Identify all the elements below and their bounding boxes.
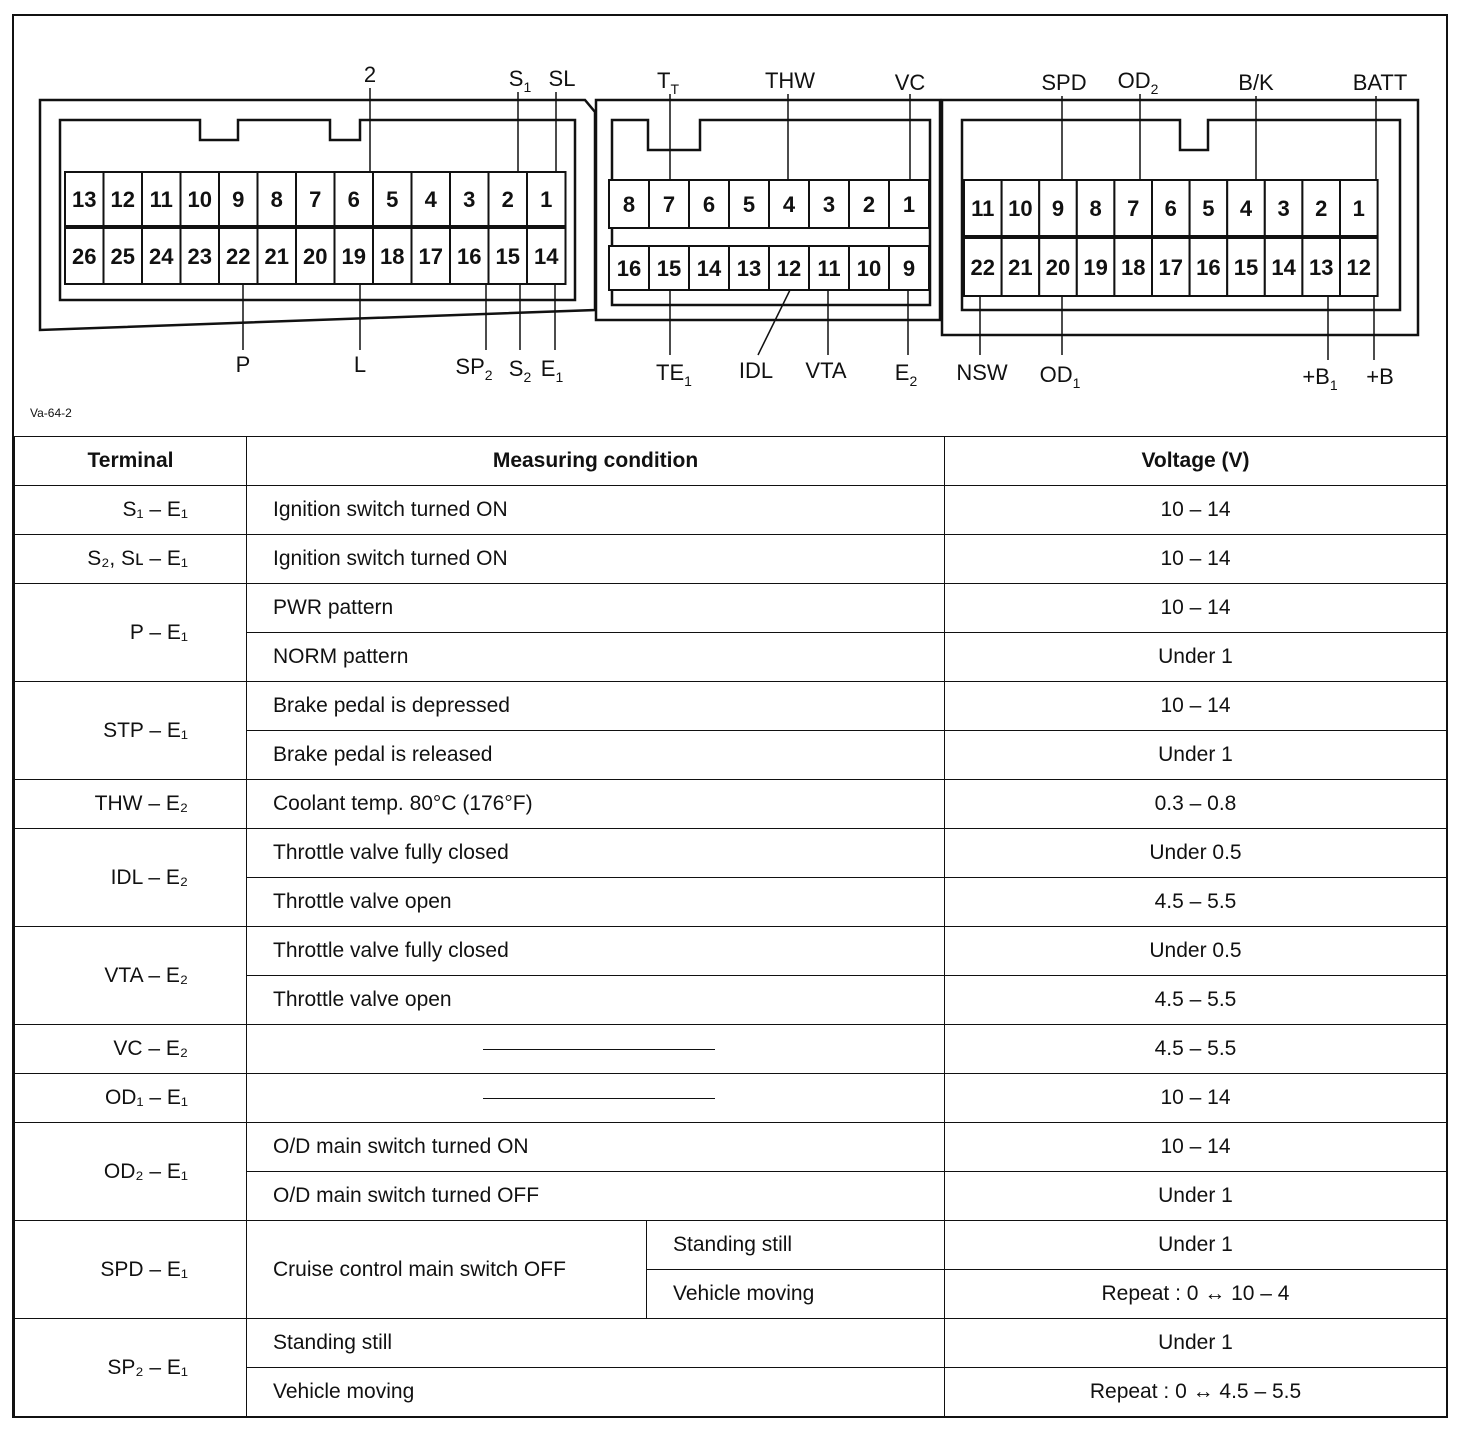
terminal-cell: S₁ – E₁: [15, 486, 247, 535]
table-row: [15, 780, 1447, 829]
voltage-cell: Under 0.5: [945, 927, 1447, 976]
terminal-cell: THW – E₂: [15, 780, 247, 829]
pin-a-number: 12: [110, 187, 135, 212]
lead-line: [758, 290, 790, 355]
terminal-cell: OD₂ – E₁: [15, 1123, 247, 1221]
pin-c-number: 15: [1233, 255, 1259, 280]
terminal-cell: P – E₁: [15, 584, 247, 682]
pin-a-number: 6: [347, 187, 360, 212]
condition-main-cell: Cruise control main switch OFF: [247, 1221, 647, 1319]
pin-a-number: 7: [309, 187, 322, 212]
pin-b-number: 16: [616, 256, 642, 281]
voltage-cell: 10 – 14: [945, 535, 1447, 584]
table-row: [15, 1025, 1447, 1074]
terminal-cell: STP – E₁: [15, 682, 247, 780]
condition-cell: Coolant temp. 80°C (176°F): [247, 780, 945, 829]
condition-cell-blank: [247, 1074, 945, 1123]
pin-a-number: 24: [149, 244, 174, 269]
voltage-cell: 10 – 14: [945, 682, 1447, 731]
voltage-cell: Under 1: [945, 633, 1447, 682]
dash-rule: [483, 1049, 715, 1050]
pin-a-number: 15: [495, 244, 520, 269]
pin-a-number: 19: [341, 244, 366, 269]
ecu-connector-diagram: [0, 0, 1472, 430]
label-two: 2: [363, 62, 377, 87]
label-vc: VC: [894, 70, 926, 95]
voltage-cell: Under 1: [945, 1319, 1447, 1368]
terminal-cell: S₂, Sʟ – E₁: [15, 535, 247, 584]
pin-a-number: 21: [264, 244, 289, 269]
voltage-cell: Under 1: [945, 731, 1447, 780]
label-p: P: [235, 352, 251, 377]
table-row: [15, 927, 1447, 976]
table-row: [15, 829, 1447, 878]
pin-a-number: 5: [386, 187, 399, 212]
condition-cell: Vehicle moving: [647, 1270, 945, 1319]
condition-cell: Throttle valve open: [247, 976, 945, 1025]
pin-b-number: 8: [622, 192, 636, 217]
condition-cell-blank: [247, 1025, 945, 1074]
condition-cell: Standing still: [647, 1221, 945, 1270]
condition-cell: Throttle valve fully closed: [247, 829, 945, 878]
voltage-table: [14, 436, 1447, 1417]
voltage-cell: Under 0.5: [945, 829, 1447, 878]
condition-cell: Throttle valve fully closed: [247, 927, 945, 976]
label-od2: $OD_2$: [1117, 68, 1159, 97]
pin-c-number: 4: [1239, 196, 1253, 221]
pin-b-number: 1: [902, 192, 916, 217]
terminal-cell: VC – E₂: [15, 1025, 247, 1074]
voltage-cell: 0.3 – 0.8: [945, 780, 1447, 829]
pin-c-number: 5: [1202, 196, 1215, 221]
pin-a-number: 8: [270, 187, 283, 212]
pin-a-number: 25: [110, 244, 135, 269]
label-l: L: [353, 352, 367, 377]
pin-c-number: 7: [1127, 196, 1140, 221]
pin-a-number: 23: [187, 244, 212, 269]
pin-b-number: 11: [817, 256, 841, 281]
label-te1: $TE_1$: [656, 360, 692, 389]
table-row: [15, 682, 1447, 731]
terminal-cell: SPD – E₁: [15, 1221, 247, 1319]
pin-c-number: 6: [1164, 196, 1177, 221]
pin-b-number: 12: [776, 256, 802, 281]
pin-a-number: 13: [72, 187, 97, 212]
pin-c-number: 17: [1158, 255, 1184, 280]
table-row: [15, 486, 1447, 535]
pin-a-number: 22: [226, 244, 251, 269]
label-e1: $E_1$: [540, 356, 564, 385]
pin-c-number: 22: [970, 255, 996, 280]
label-vta: VTA: [805, 358, 847, 383]
label-e2: $E_2$: [894, 360, 918, 389]
table-row: [15, 1123, 1447, 1172]
voltage-cell: Repeat : 0 ↔ 10 – 4: [945, 1270, 1447, 1319]
pin-b-number: 5: [742, 192, 756, 217]
pin-c-number: 2: [1315, 196, 1328, 221]
pin-b-number: 13: [736, 256, 762, 281]
voltage-cell: Repeat : 0 ↔ 4.5 – 5.5: [945, 1368, 1447, 1417]
label-od1: $OD_1$: [1039, 362, 1081, 391]
pin-a-number: 26: [72, 244, 97, 269]
label-s2: $S_2$: [508, 356, 532, 385]
label-b: +B: [1366, 364, 1394, 389]
pin-c-number: 13: [1308, 255, 1334, 280]
pin-a-number: 18: [380, 244, 405, 269]
label-batt: BATT: [1352, 70, 1408, 95]
label-s1: $S_1$: [508, 66, 532, 95]
figure-ref: Va-64-2: [30, 406, 72, 420]
pin-c-number: 10: [1008, 196, 1033, 221]
label-thw: THW: [764, 68, 816, 93]
voltage-cell: 10 – 14: [945, 584, 1447, 633]
pin-b-number: 3: [822, 192, 836, 217]
pin-b-number: 9: [902, 256, 916, 281]
pin-c-number: 1: [1352, 196, 1365, 221]
voltage-cell: Under 1: [945, 1172, 1447, 1221]
pin-c-number: 8: [1089, 196, 1102, 221]
pin-a-number: 14: [534, 244, 559, 269]
pin-c-number: 3: [1277, 196, 1290, 221]
pin-a-number: 20: [303, 244, 328, 269]
condition-cell: Vehicle moving: [247, 1368, 945, 1417]
header-condition: Measuring condition: [247, 437, 945, 486]
pin-c-number: 21: [1008, 255, 1033, 280]
condition-cell: Ignition switch turned ON: [247, 535, 945, 584]
pin-a-number: 1: [540, 187, 553, 212]
label-sp2: $SP_2$: [455, 354, 493, 383]
voltage-cell: 10 – 14: [945, 1123, 1447, 1172]
pin-c-number: 14: [1271, 255, 1296, 280]
voltage-cell: 4.5 – 5.5: [945, 976, 1447, 1025]
pin-a-number: 11: [149, 187, 173, 212]
voltage-cell: Under 1: [945, 1221, 1447, 1270]
condition-cell: NORM pattern: [247, 633, 945, 682]
condition-cell: Standing still: [247, 1319, 945, 1368]
pin-c-number: 11: [971, 196, 995, 221]
label-idl: IDL: [738, 358, 774, 383]
voltage-cell: 10 – 14: [945, 486, 1447, 535]
table-row: [15, 1319, 1447, 1368]
pin-c-number: 20: [1045, 255, 1071, 280]
condition-cell: Brake pedal is depressed: [247, 682, 945, 731]
label-tt: $T_T$: [656, 68, 680, 97]
pin-b-number: 2: [862, 192, 876, 217]
pin-b-number: 4: [782, 192, 796, 217]
condition-cell: O/D main switch turned ON: [247, 1123, 945, 1172]
condition-cell: PWR pattern: [247, 584, 945, 633]
voltage-cell: 4.5 – 5.5: [945, 1025, 1447, 1074]
condition-cell: Ignition switch turned ON: [247, 486, 945, 535]
pin-a-number: 2: [501, 187, 514, 212]
voltage-cell: 10 – 14: [945, 1074, 1447, 1123]
table-row: [15, 584, 1447, 633]
terminal-cell: VTA – E₂: [15, 927, 247, 1025]
pin-a-number: 3: [463, 187, 476, 212]
pin-b-number: 6: [702, 192, 716, 217]
label-nsw: NSW: [956, 360, 1008, 385]
pin-b-number: 7: [662, 192, 676, 217]
table-row: [15, 535, 1447, 584]
label-b1: $+B_1$: [1302, 364, 1338, 393]
pin-a-number: 9: [232, 187, 245, 212]
condition-cell: Brake pedal is released: [247, 731, 945, 780]
pin-b-number: 10: [856, 256, 882, 281]
table-row: [15, 1221, 1447, 1270]
label-sl: SL: [548, 66, 576, 91]
pin-a-number: 16: [457, 244, 482, 269]
terminal-cell: SP₂ – E₁: [15, 1319, 247, 1417]
condition-cell: Throttle valve open: [247, 878, 945, 927]
header-voltage: Voltage (V): [945, 437, 1447, 486]
pin-c-number: 16: [1196, 255, 1221, 280]
pin-c-number: 19: [1083, 255, 1108, 280]
pin-c-number: 18: [1120, 255, 1146, 280]
pin-b-number: 14: [696, 256, 722, 281]
voltage-cell: 4.5 – 5.5: [945, 878, 1447, 927]
table-row: [15, 1074, 1447, 1123]
pin-a-number: 17: [418, 244, 443, 269]
pin-c-number: 9: [1051, 196, 1065, 221]
pin-b-number: 15: [656, 256, 682, 281]
label-spd: SPD: [1041, 70, 1087, 95]
terminal-cell: IDL – E₂: [15, 829, 247, 927]
pin-c-number: 12: [1346, 255, 1372, 280]
dash-rule: [483, 1098, 715, 1099]
header-terminal: Terminal: [15, 437, 247, 486]
pin-a-number: 10: [187, 187, 212, 212]
condition-cell: O/D main switch turned OFF: [247, 1172, 945, 1221]
terminal-cell: OD₁ – E₁: [15, 1074, 247, 1123]
pin-a-number: 4: [424, 187, 437, 212]
label-bk: B/K: [1238, 70, 1274, 95]
